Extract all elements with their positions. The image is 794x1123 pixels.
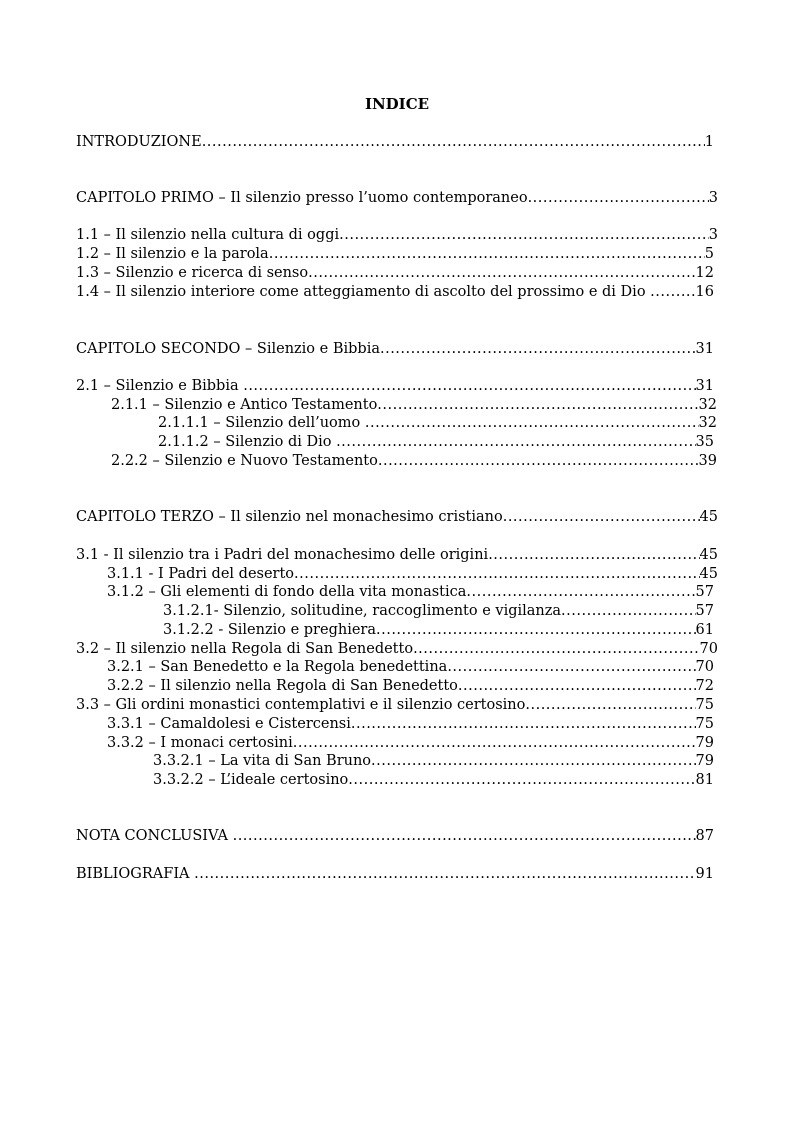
toc-entry-chapter-2 xyxy=(76,340,714,359)
dot-leader xyxy=(269,245,705,264)
toc-entry-page: 3 xyxy=(708,227,718,243)
toc-entry-3-3-2-2 xyxy=(153,771,714,790)
dot-leader xyxy=(336,433,695,452)
dot-leader xyxy=(371,752,696,771)
toc-entry-title: CAPITOLO PRIMO – Il silenzio presso l’uomo contemporaneo xyxy=(76,190,528,206)
toc-entry-page: 45 xyxy=(699,509,718,525)
toc-entry-page: 57 xyxy=(695,603,714,619)
toc-entry-page: 70 xyxy=(695,659,714,675)
dot-leader xyxy=(243,377,695,396)
dot-leader xyxy=(202,133,705,152)
dot-leader xyxy=(378,452,699,471)
toc-entry-title: 1.2 – Il silenzio e la parola xyxy=(76,246,269,262)
dot-leader xyxy=(194,865,695,884)
toc-entry-chapter-3 xyxy=(76,508,718,527)
toc-entry-3-1-2-1 xyxy=(163,602,714,621)
toc-entry-page: 45 xyxy=(699,547,718,563)
toc-entry-page: 39 xyxy=(698,453,717,469)
toc-entry-title: 2.1.1.1 – Silenzio dell’uomo xyxy=(158,415,365,431)
toc-entry-title: 3.1.2 – Gli elementi di fondo della vita monastica xyxy=(107,584,467,600)
toc-entry-conclusion xyxy=(76,827,714,846)
toc-entry-title: 3.1.1 - I Padri del deserto xyxy=(107,566,295,582)
toc-entry-page: 12 xyxy=(695,265,714,281)
toc-entry-3-1-1 xyxy=(107,565,718,584)
toc-entry-title: 3.2.1 – San Benedetto e la Regola benedettina xyxy=(107,659,448,675)
dot-leader xyxy=(458,677,696,696)
toc-entry-title: 3.3.2 – I monaci certosini xyxy=(107,735,293,751)
toc-entry-title: 3.3 – Gli ordini monastici contemplativi e il silenzio certosino xyxy=(76,697,526,713)
dot-leader xyxy=(488,546,699,565)
toc-entry-3-3 xyxy=(76,696,714,715)
toc-entry-page: 5 xyxy=(704,246,714,262)
dot-leader xyxy=(339,226,709,245)
toc-entry-title: CAPITOLO TERZO – Il silenzio nel monachesimo cristiano xyxy=(76,509,503,525)
toc-entry-2-2-2 xyxy=(111,452,717,471)
toc-entry-3-3-2 xyxy=(107,734,714,753)
dot-leader xyxy=(348,771,695,790)
toc-entry-3-3-1 xyxy=(107,715,714,734)
toc-entry-3-2-2 xyxy=(107,677,714,696)
toc-entry-page: 81 xyxy=(695,772,714,788)
toc-entry-page: 87 xyxy=(695,828,714,844)
toc-entry-page: 45 xyxy=(699,566,718,582)
toc-entry-2-1 xyxy=(76,377,714,396)
toc-entry-1-3 xyxy=(76,264,714,283)
toc-entry-2-1-1 xyxy=(111,396,717,415)
dot-leader xyxy=(308,264,695,283)
toc-entry-page: 61 xyxy=(695,622,714,638)
toc-entry-title: 3.1 - Il silenzio tra i Padri del monachesimo delle origini xyxy=(76,547,489,563)
toc-entry-3-1-2 xyxy=(107,583,714,602)
toc-entry-1-2 xyxy=(76,245,714,264)
toc-entry-title: 3.2 – Il silenzio nella Regola di San Benedetto xyxy=(76,641,414,657)
toc-entry-title: 3.1.2.1- Silenzio, solitudine, raccoglimento e vigilanza xyxy=(163,603,562,619)
toc-entry-page: 32 xyxy=(698,415,717,431)
toc-entry-title: 1.4 – Il silenzio interiore come atteggiamento di ascolto del prossimo e di Dio xyxy=(76,284,651,300)
toc-entry-1-1 xyxy=(76,226,718,245)
toc-entry-title: NOTA CONCLUSIVA xyxy=(76,828,233,844)
toc-entry-title: BIBLIOGRAFIA xyxy=(76,866,195,882)
toc-entry-3-2 xyxy=(76,640,718,659)
dot-leader xyxy=(351,715,696,734)
dot-leader xyxy=(466,583,695,602)
toc-entry-3-2-1 xyxy=(107,658,714,677)
toc-entry-title: INTRODUZIONE xyxy=(76,134,202,150)
dot-leader xyxy=(650,283,695,302)
toc-entry-page: 31 xyxy=(695,378,714,394)
toc-entry-page: 75 xyxy=(695,716,714,732)
toc-entry-page: 91 xyxy=(695,866,714,882)
toc-entry-title: 3.1.2.2 - Silenzio e preghiera xyxy=(163,622,376,638)
dot-leader xyxy=(294,565,700,584)
toc-entry-page: 72 xyxy=(695,678,714,694)
toc-entry-3-1-2-2 xyxy=(163,621,714,640)
dot-leader xyxy=(413,640,699,659)
toc-entry-title: 3.3.2.2 – L’ideale certosino xyxy=(153,772,349,788)
toc-entry-page: 32 xyxy=(698,397,717,413)
dot-leader xyxy=(376,621,696,640)
toc-entry-title: 2.1 – Silenzio e Bibbia xyxy=(76,378,244,394)
toc-entry-1-4 xyxy=(76,283,714,302)
toc-entry-2-1-1-1 xyxy=(158,414,717,433)
toc-entry-title: 3.2.2 – Il silenzio nella Regola di San Benedetto xyxy=(107,678,458,694)
toc-entry-page: 79 xyxy=(695,735,714,751)
toc-entry-page: 70 xyxy=(699,641,718,657)
dot-leader xyxy=(233,827,696,846)
toc-entry-page: 3 xyxy=(708,190,718,206)
toc-entry-title: CAPITOLO SECONDO – Silenzio e Bibbia xyxy=(76,341,380,357)
toc-entry-3-1 xyxy=(76,546,718,565)
toc-entry-title: 3.3.2.1 – La vita di San Bruno xyxy=(153,753,372,769)
toc-entry-introduction xyxy=(76,133,714,152)
toc-entry-chapter-1 xyxy=(76,189,718,208)
toc-entry-2-1-1-2 xyxy=(158,433,714,452)
dot-leader xyxy=(365,414,699,433)
page-title: INDICE xyxy=(364,95,430,113)
dot-leader xyxy=(447,658,695,677)
dot-leader xyxy=(525,696,695,715)
toc-entry-title: 2.1.1.2 – Silenzio di Dio xyxy=(158,434,337,450)
toc-entry-3-3-2-1 xyxy=(153,752,714,771)
dot-leader xyxy=(561,602,696,621)
toc-entry-page: 1 xyxy=(704,134,714,150)
dot-leader xyxy=(377,396,698,415)
dot-leader xyxy=(503,508,700,527)
toc-entry-title: 3.3.1 – Camaldolesi e Cistercensi xyxy=(107,716,351,732)
toc-entry-title: 2.2.2 – Silenzio e Nuovo Testamento xyxy=(111,453,378,469)
toc-entry-page: 35 xyxy=(695,434,714,450)
toc-entry-page: 75 xyxy=(695,697,714,713)
toc-entry-page: 31 xyxy=(695,341,714,357)
toc-entry-bibliography xyxy=(76,865,714,884)
toc-entry-page: 57 xyxy=(695,584,714,600)
toc-entry-title: 1.1 – Il silenzio nella cultura di oggi xyxy=(76,227,340,243)
dot-leader xyxy=(293,734,696,753)
dot-leader xyxy=(528,189,709,208)
toc-entry-title: 1.3 – Silenzio e ricerca di senso xyxy=(76,265,309,281)
toc-entry-title: 2.1.1 – Silenzio e Antico Testamento xyxy=(111,397,378,413)
dot-leader xyxy=(380,340,696,359)
toc-entry-page: 16 xyxy=(695,284,714,300)
toc-entry-page: 79 xyxy=(695,753,714,769)
